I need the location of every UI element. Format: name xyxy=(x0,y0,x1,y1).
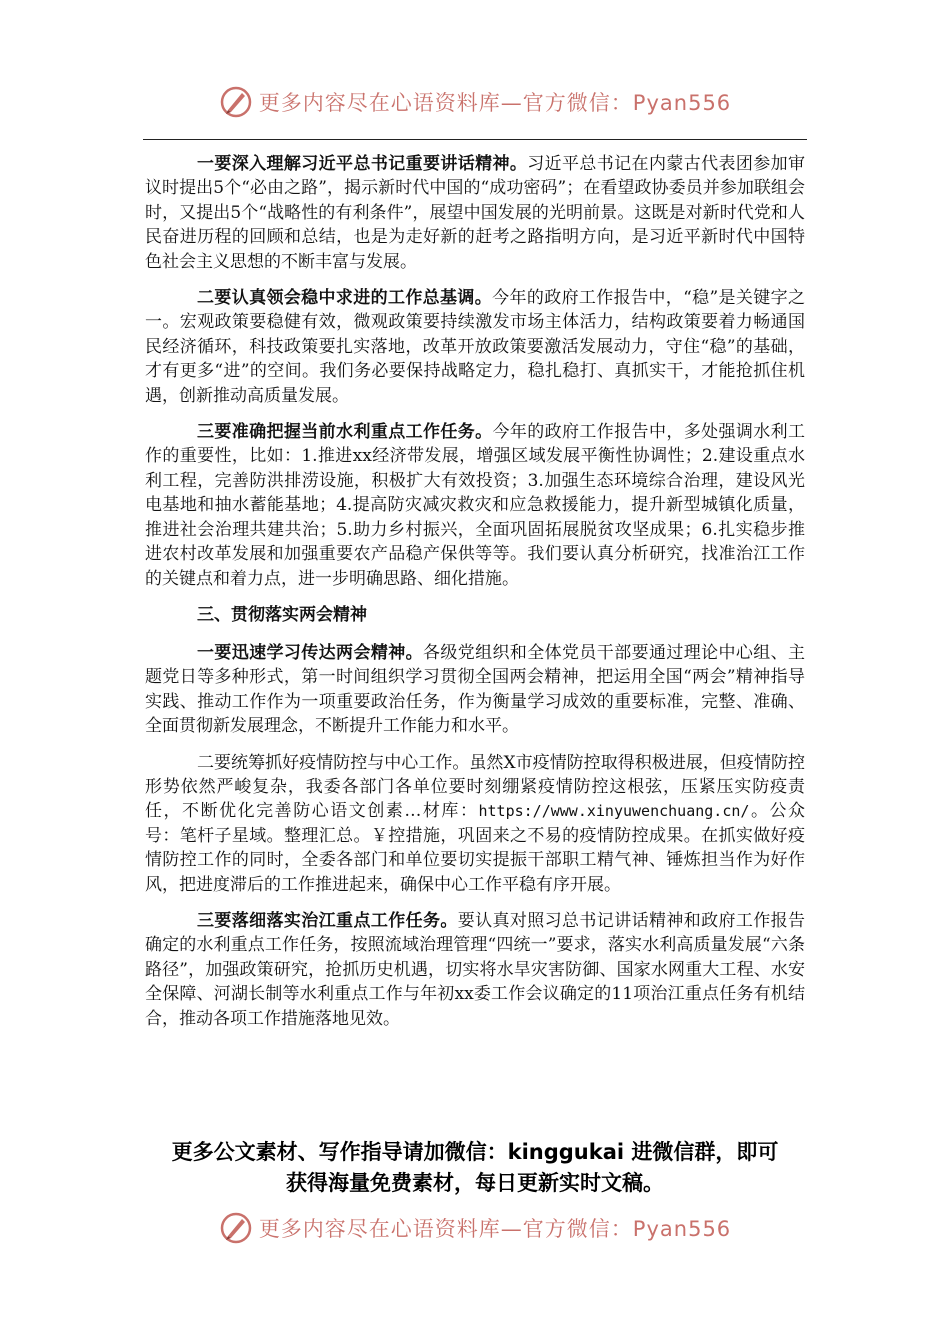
promo-notice xyxy=(145,1137,805,1199)
source-url-text: https://www.xinyuwenchuang.cn/ xyxy=(478,802,750,821)
section-paragraph-3 xyxy=(145,909,805,1031)
paragraph-2-lead: 二要认真领会稳中求进的工作总基调。 xyxy=(197,288,493,309)
section-paragraph-3-lead: 三要落细落实治江重点工作任务。 xyxy=(197,910,458,931)
section-paragraph-1 xyxy=(145,641,805,739)
paragraph-3-body: 今年的政府工作报告中，多处强调水利工作的重要性，比如：1.推进xx经济带发展，增强区域发展平衡性协调性；2.建设重点水利工程，完善防洪排涝设施，积极扩大有效投资；3.加强生态环境综合治理，建设风光电基地和抽水蓄能基地；4.提高防灾减灾救灾和应急救援能力，提升新型城镇化质量，推进社会治理共建共治；5.助力乡村振兴，全面巩固拓展脱贫攻坚成果；6.扎实稳步推进农村改革发展和加强重要农产品稳产保供等等。我们要认真分析研究，找准治江工作的关键点和着力点，进一步明确思路、细化措施。 xyxy=(145,422,805,589)
section-paragraph-1-body: 各级党组织和全体党员干部要通过理论中心组、主题党日等多种形式，第一时间组织学习贯彻全国两会精神，把运用全国“两会”精神指导实践、推动工作作为一项重要政治任务，作为衡量学习成效的重要标准，完整、准确、全面贯彻新发展理念，不断提升工作能力和水平。 xyxy=(145,642,806,737)
promo-line-1: 更多公文素材、写作指导请加微信：kinggukai 进微信群，即可 xyxy=(171,1140,779,1164)
section-heading: 三、贯彻落实两会精神 xyxy=(197,604,367,625)
section-paragraph-2 xyxy=(145,751,805,897)
footer-banner xyxy=(0,1208,950,1248)
paragraph-2-body: 今年的政府工作报告中，“稳”是关键字之一。宏观政策要稳健有效，微观政策要持续激发市场主体活力，结构政策要着力畅通国民经济循环，科技政策要扎实落地，改革开放政策要激活发展动力，守住“稳”的基础，才有更多“进”的空间。我们务必要保持战略定力，稳扎稳打、真抓实干，才能抢抓住机遇，创新推动高质量发展。 xyxy=(145,288,805,406)
paragraph-2 xyxy=(145,286,805,408)
header-banner-text: 更多内容尽在心语资料库—官方微信：Pyan556 xyxy=(258,91,732,115)
header-banner xyxy=(0,82,950,122)
pen-logo-icon xyxy=(219,85,253,119)
section-paragraph-2-body-a: 二要统筹抓好疫情防控与中心工作。虽然X市疫情防控取得积极进展，但疫情防控形势依然严峻复杂，我委各部门各单位要时刻绷紧疫情防控这根弦，压紧压实防疫责任，不断优化完善防心语文创素…材库： xyxy=(145,752,805,822)
paragraph-1-lead: 一要深入理解习近平总书记重要讲话精神。 xyxy=(197,154,528,174)
paragraph-3 xyxy=(145,420,805,591)
section-paragraph-1-lead: 一要迅速学习传达两会精神。 xyxy=(197,642,423,663)
pen-logo-icon xyxy=(219,1211,253,1245)
section-paragraph-3-body: 要认真对照习总书记讲话精神和政府工作报告确定的水利重点工作任务，按照流域治理管理“四统一”要求，落实水利高质量发展“六条路径”，加强政策研究，抢抓历史机遇，切实将水旱灾害防御、国家水网重大工程、水安全保障、河湖长制等水利重点工作与年初xx委工作会议确定的11项治江重点任务有机结合，推动各项工作措施落地见效。 xyxy=(145,910,806,1029)
footer-banner-text: 更多内容尽在心语资料库—官方微信：Pyan556 xyxy=(258,1217,732,1241)
document-body xyxy=(145,152,805,1043)
header-divider xyxy=(143,139,807,140)
paragraph-3-lead: 三要准确把握当前水利重点工作任务。 xyxy=(197,422,493,443)
paragraph-1 xyxy=(145,152,805,274)
section-paragraph-2-body-b: 。公众号：笔杆子星域。整理汇总。￥控措施，巩固来之不易的疫情防控成果。在抓实做好疫情防控工作的同时，全委各部门和单位要切实提振干部职工精气神、锤炼担当作为好作风，把进度滞后的工作推进起来，确保中心工作平稳有序开展。 xyxy=(145,801,806,895)
paragraph-1-body: 习近平总书记在内蒙古代表团参加审议时提出5个“必由之路”，揭示新时代中国的“成功密码”；在看望政协委员并参加联组会时，又提出5个“战略性的有利条件”，展望中国发展的光明前景。这既是对新时代党和人民奋进历程的回顾和总结，也是为走好新的赶考之路指明方向，是习近平新时代中国特色社会主义思想的不断丰富与发展。 xyxy=(145,154,806,272)
promo-line-2: 获得海量免费素材，每日更新实时文稿。 xyxy=(286,1171,664,1195)
